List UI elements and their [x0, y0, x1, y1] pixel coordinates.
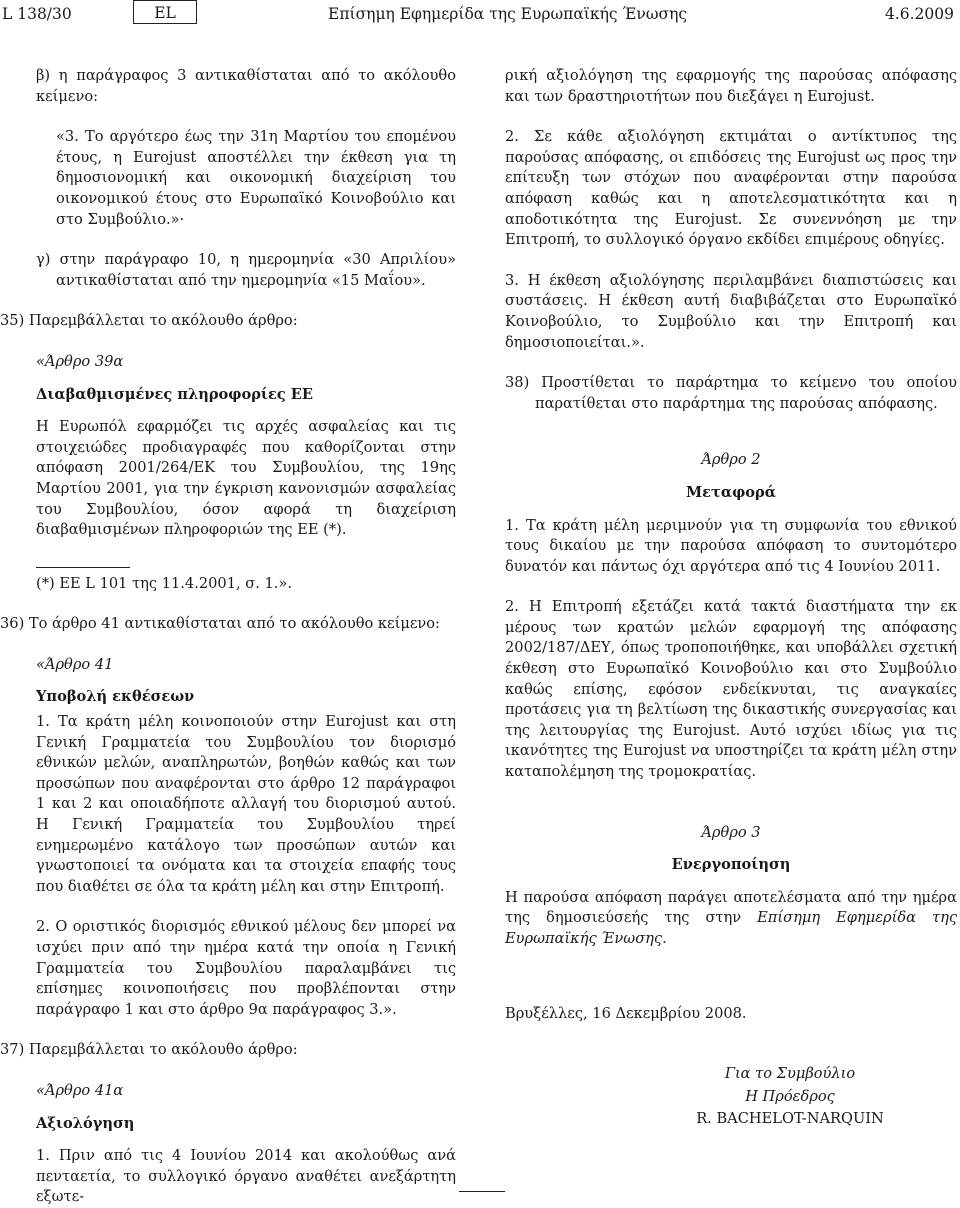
article-39a-heading: Διαβαθμισμένες πληροφορίες ΕΕ: [36, 385, 314, 403]
article-39a-text: Η Ευρωπόλ εφαρμόζει τις αρχές ασφαλείας και τις στοιχειώδες προδιαγραφές που καθορίζονται στην απόφαση 2001/264/ΕΚ του Συμβουλίου, της 19ης Μαρτίου 2001, για την έγκριση κανονισμών ασφαλείας του Συμβουλίου, όσον αφορά τη διαχείριση διαβαθμισμένων πληροφοριών της ΕΕ (*).: [36, 418, 456, 539]
article-3-text: [505, 888, 957, 950]
language-badge: EL: [133, 0, 197, 24]
signature-role: Η Πρόεδρος: [745, 1087, 835, 1105]
article-41a-paragraph-2: 2. Σε κάθε αξιολόγηση εκτιμάται ο αντίκτυπος της παρούσας απόφασης, οι επιδόσεις της Eurojust ως προς την επίτευξη των στόχων που αναφέρονται στην παρούσα απόφαση καθώς και η αποτελεσματικότητα και η αποδοτικότητα της Eurojust. Σε συνεννόηση με την Επιτροπή, το συλλογικό όργανο εκδίδει επιμέρους οδηγίες.: [505, 128, 957, 249]
article-2-heading: Μεταφορά: [686, 483, 776, 501]
bottom-rule: [459, 1191, 505, 1192]
page-header: [0, 0, 960, 30]
article-2-paragraph-2: 2. Η Επιτροπή εξετάζει κατά τακτά διαστήματα την εκ μέρους των κρατών μελών εφαρμογή της απόφασης 2002/187/ΔΕΥ, όπως τροποποιήθηκε, και υποβάλλει σχετική έκθεση στο Ευρωπαϊκό Κοινοβούλιο και στο Συμβούλιο καθώς επίσης, εφόσον ενδείκνυται, τις αναγκαίες προτάσεις για τη βελτίωση της δικαστικής συνεργασίας και της λειτουργίας της Eurojust. Αυτό ισχύει ιδίως για τις ικανότητες της Eurojust να υποστηρίζει τα κράτη μέλη στην καταπολέμηση της τρομοκρατίας.: [505, 598, 957, 781]
article-41a-paragraph-1-cont: ρική αξιολόγηση της εφαρμογής της παρούσας απόφασης και των δραστηριοτήτων που διεξάγει η Eurojust.: [505, 67, 957, 105]
article-41a-heading: Αξιολόγηση: [36, 1114, 135, 1132]
footnote: (*) ΕΕ L 101 της 11.4.2001, σ. 1.».: [36, 574, 293, 592]
left-column: [0, 66, 456, 1208]
article-3-heading: Ενεργοποίηση: [671, 856, 791, 874]
item-b: β) η παράγραφος 3 αντικαθίσταται από το ακόλουθο κείμενο:: [36, 67, 456, 105]
article-3-text-start: Η παρούσα απόφαση παράγει αποτελέσματα από την ημέρα της δημοσιεύσεής της στην: [505, 888, 957, 927]
article-3-title: Άρθρο 3: [701, 823, 761, 841]
item-b-quote: «3. Το αργότερο έως την 31η Μαρτίου του επομένου έτους, η Eurojust αποστέλλει την έκθεση για τη δημοσιονομική και οικονομική διαχείριση του οικονομικού έτους στο Ευρωπαϊκό Κοινοβούλιο και στο Συμβούλιο.»·: [56, 128, 456, 228]
article-2-title: Άρθρο 2: [701, 451, 761, 469]
item-c: γ) στην παράγραφο 10, η ημερομηνία «30 Απριλίου» αντικαθίσταται από την ημερομηνία «15 Μαΐου».: [36, 251, 456, 289]
signature-for: Για το Συμβούλιο: [724, 1065, 856, 1083]
item-38: 38) Προστίθεται το παράρτημα το κείμενο του οποίου παρατίθεται στο παράρτημα της παρούσας απόφασης.: [505, 374, 957, 412]
signature-name: R. BACHELOT-NARQUIN: [696, 1110, 884, 1128]
article-41a-title: «Άρθρο 41α: [36, 1081, 124, 1099]
signature-place-date: Βρυξέλλες, 16 Δεκεμβρίου 2008.: [505, 1004, 747, 1022]
article-41-title: «Άρθρο 41: [36, 655, 114, 673]
article-39a-title: «Άρθρο 39α: [36, 352, 124, 370]
article-41a-paragraph-3: 3. Η έκθεση αξιολόγησης περιλαμβάνει διαπιστώσεις και συστάσεις. Η έκθεση αυτή διαβιβάζεται στο Ευρωπαϊκό Κοινοβούλιο, το Συμβούλιο και την Επιτροπή και δημοσιοποιείται.».: [505, 271, 957, 351]
item-35: 35) Παρεμβάλλεται το ακόλουθο άρθρο:: [0, 312, 298, 330]
article-41-heading: Υποβολή εκθέσεων: [36, 688, 195, 706]
footnote-rule: [36, 567, 130, 568]
item-36: 36) Το άρθρο 41 αντικαθίσταται από το ακόλουθο κείμενο:: [0, 615, 440, 633]
journal-reference: Επίσημη Εφημερίδα της Ευρωπαϊκής Ένωσης: [505, 909, 958, 947]
article-2-paragraph-1: 1. Τα κράτη μέλη μεριμνούν για τη συμφωνία του εθνικού τους δικαίου με την παρούσα απόφαση το συντομότερο δυνατόν και πάντως όχι αργότερα από τις 4 Ιουνίου 2011.: [505, 516, 957, 575]
page-number: L 138/30: [2, 5, 72, 23]
item-37: 37) Παρεμβάλλεται το ακόλουθο άρθρο:: [0, 1041, 298, 1059]
publication-date: 4.6.2009: [884, 5, 954, 23]
article-41-paragraph-2: 2. Ο οριστικός διορισμός εθνικού μέλους δεν μπορεί να ισχύει πριν από την ημέρα κατά την οποία η Γενική Γραμματεία του Συμβουλίου παραλαμβάνει τις επίσημες κοινοποιήσεις που προβλέπονται στην παράγραφο 1 και στο άρθρο 9α παράγραφος 3.».: [36, 918, 456, 1018]
journal-title: Επίσημη Εφημερίδα της Ευρωπαϊκής Ένωσης: [328, 5, 688, 23]
article-3-text-end: .: [662, 930, 667, 947]
right-column: [505, 66, 957, 1130]
article-41a-paragraph-1: 1. Πριν από τις 4 Ιουνίου 2014 και ακολούθως ανά πενταετία, το συλλογικό όργανο αναθέτει ανεξάρτητη εξωτε-: [36, 1147, 456, 1206]
article-41-paragraph-1: 1. Τα κράτη μέλη κοινοποιούν στην Eurojust και στη Γενική Γραμματεία του Συμβουλίου τον διορισμό εθνικών μελών, αναπληρωτών, βοηθών καθώς και των προσώπων που αναφέρονται στο άρθρο 12 παράγραφοι 1 και 2 και οποιαδήποτε αλλαγή του διορισμού αυτού. Η Γενική Γραμματεία του Συμβουλίου τηρεί ενημερωμένο κατάλογο των προσώπων αυτών και γνωστοποιεί τα ονόματα και τα στοιχεία επαφής τους που διαθέτει σε όλα τα κράτη μέλη και στην Επιτροπή.: [36, 713, 456, 895]
